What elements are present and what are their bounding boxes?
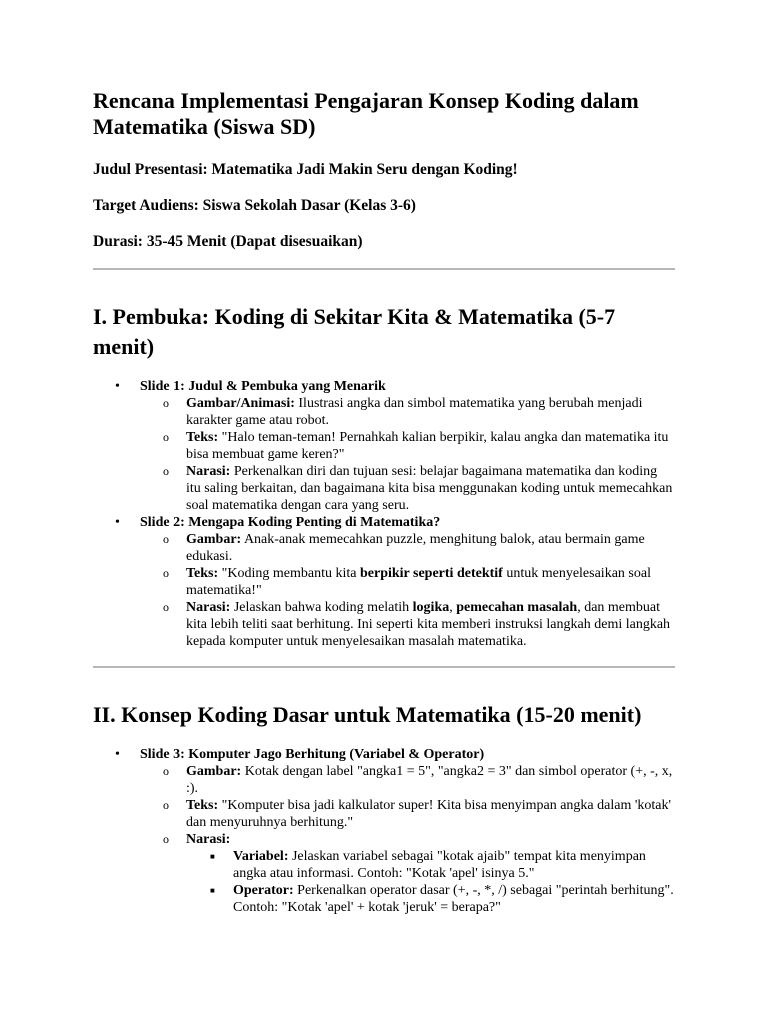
detail-item [140, 797, 675, 831]
detail-item [140, 531, 675, 565]
detail-text: , dan membuat kita lebih teliti saat berhitung. Ini seperti kita memberi instruksi langkah demi langkah kepada komputer untuk menyelesaikan masalah matematika. [186, 600, 671, 649]
sub-item [186, 848, 675, 882]
detail-label: Teks: [186, 566, 219, 581]
detail-text: , [449, 600, 457, 615]
slide-item [93, 514, 675, 650]
detail-item [140, 565, 675, 599]
detail-label: Teks: [186, 798, 219, 813]
bullet-circle: o [163, 464, 169, 478]
detail-text: Kotak dengan label "angka1 = 5", "angka2 = 3" dan simbol operator (+, -, x, :). [186, 764, 673, 796]
detail-label: Gambar: [186, 764, 242, 779]
sub-text: Jelaskan variabel sebagai "kotak ajaib" tempat kita menyimpan angka atau informasi. Contoh: "Kotak 'apel' isinya 5." [233, 849, 646, 881]
slide-title: Slide 3: Komputer Jago Berhitung (Variabel & Operator) [140, 747, 485, 762]
detail-label: Narasi: [186, 600, 231, 615]
bullet-circle: o [163, 600, 169, 614]
slide-detail-list [140, 763, 675, 916]
bullet-square: ■ [210, 886, 215, 895]
detail-item [140, 463, 675, 514]
detail-text: untuk menyelesaikan soal matematika!" [186, 566, 651, 598]
target-audience: Target Audiens: Siswa Sekolah Dasar (Kelas 3-6) [93, 197, 416, 214]
detail-text: "Halo teman-teman! Pernahkah kalian berpikir, kalau angka dan matematika itu bisa membuat game keren?" [186, 430, 669, 462]
document-title: Rencana Implementasi Pengajaran Konsep Koding dalam Matematika (Siswa SD) [93, 88, 639, 139]
sub-text: Perkenalkan operator dasar (+, -, *, /) sebagai "perintah berhitung". Contoh: "Kotak 'apel' + kotak 'jeruk' = berapa?" [233, 883, 674, 915]
bullet-circle: o [163, 430, 169, 444]
bullet-circle: o [163, 396, 169, 410]
slide-item [93, 378, 675, 514]
section-heading-1: I. Pembuka: Koding di Sekitar Kita & Matematika (5-7 menit) [93, 304, 616, 359]
bullet-disc: • [115, 379, 120, 394]
bullet-circle: o [163, 798, 169, 812]
bullet-square: ■ [210, 852, 215, 861]
detail-text: Ilustrasi angka dan simbol matematika yang berubah menjadi karakter game atau robot. [186, 396, 643, 428]
detail-emphasis: logika [412, 600, 450, 615]
detail-label: Teks: [186, 430, 219, 445]
slide-detail-list [140, 395, 675, 514]
detail-label: Narasi: [186, 464, 231, 479]
detail-item [140, 429, 675, 463]
slide-title: Slide 1: Judul & Pembuka yang Menarik [140, 379, 386, 394]
detail-label: Narasi: [186, 832, 231, 847]
bullet-circle: o [163, 764, 169, 778]
sub-label: Operator: [233, 883, 294, 898]
detail-item [140, 763, 675, 797]
bullet-disc: • [115, 515, 120, 530]
sub-label: Variabel: [233, 849, 289, 864]
section-divider [93, 666, 675, 668]
detail-emphasis: pemecahan masalah [456, 600, 578, 615]
detail-item [140, 395, 675, 429]
bullet-disc: • [115, 747, 120, 762]
section-divider [93, 268, 675, 270]
detail-text: Jelaskan bahwa koding melatih [230, 600, 413, 615]
detail-emphasis: berpikir seperti detektif [359, 566, 503, 581]
slide-item [93, 746, 675, 916]
detail-item [140, 599, 675, 650]
section-heading-2: II. Konsep Koding Dasar untuk Matematika (15-20 menit) [93, 702, 642, 727]
detail-text: "Komputer bisa jadi kalkulator super! Kita bisa menyimpan angka dalam 'kotak' dan menyuruhnya berhitung." [186, 798, 671, 830]
sub-item [186, 882, 675, 916]
slide-title: Slide 2: Mengapa Koding Penting di Matematika? [140, 515, 441, 530]
detail-label: Gambar/Animasi: [186, 396, 295, 411]
section1-slide-list [93, 378, 675, 650]
slide-detail-list [140, 531, 675, 650]
bullet-circle: o [163, 566, 169, 580]
detail-label: Gambar: [186, 532, 242, 547]
document-body [93, 88, 675, 916]
duration: Durasi: 35-45 Menit (Dapat disesuaikan) [93, 233, 363, 250]
narration-sub-list [186, 848, 675, 916]
detail-item [140, 831, 675, 916]
section2-slide-list [93, 746, 675, 916]
presentation-title: Judul Presentasi: Matematika Jadi Makin Seru dengan Koding! [93, 161, 518, 178]
detail-text: Anak-anak memecahkan puzzle, menghitung balok, atau bermain game edukasi. [186, 532, 645, 564]
detail-text: Perkenalkan diri dan tujuan sesi: belajar bagaimana matematika dan koding itu saling berkaitan, dan bagaimana kita bisa menggunakan koding untuk memecahkan soal matematika dengan cara yang seru. [186, 464, 673, 513]
bullet-circle: o [163, 532, 169, 546]
detail-text: "Koding membantu kita [218, 566, 360, 581]
bullet-circle: o [163, 832, 169, 846]
